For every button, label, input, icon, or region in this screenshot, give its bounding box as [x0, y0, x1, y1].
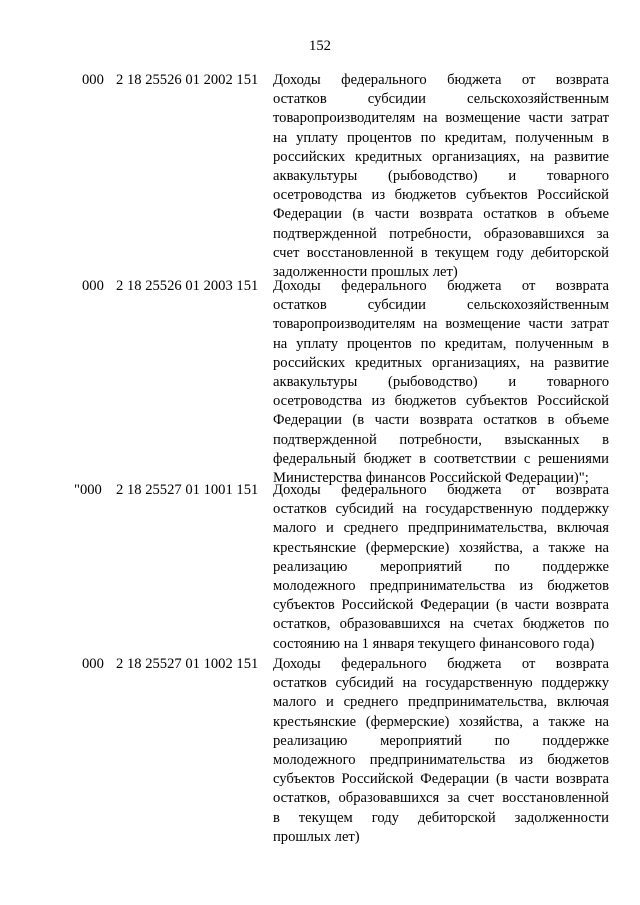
description-line: остатков, образовавшихся за счет восстановленной	[273, 790, 609, 807]
description-line: аквакультуры (рыбоводство) и товарного	[273, 373, 609, 390]
admin-code: 000	[82, 656, 104, 672]
entry-row	[60, 655, 620, 847]
budget-entry	[60, 655, 620, 847]
description-line: российских кредитных организациях, на развитие	[273, 148, 609, 165]
entry-description	[273, 655, 609, 847]
entry-row	[60, 481, 620, 654]
description-line: Доходы федерального бюджета от возврата	[273, 278, 609, 294]
classification-code: 2 18 25526 01 2002 151	[116, 72, 259, 88]
entry-description	[273, 71, 609, 282]
classification-code: 2 18 25527 01 1002 151	[116, 656, 259, 672]
description-line: задолженности прошлых лет)	[273, 263, 458, 280]
admin-code: "000	[74, 482, 102, 498]
description-line: подтвержденной потребности, образовавшихся за	[273, 225, 609, 242]
budget-entry	[60, 277, 620, 488]
admin-code: 000	[82, 72, 104, 88]
description-line: реализацию мероприятий по поддержке	[273, 732, 609, 749]
description-line: товаропроизводителям на возмещение части затрат	[273, 316, 609, 333]
classification-code: 2 18 25527 01 1001 151	[116, 482, 259, 498]
description-line: на уплату процентов по кредитам, полученным в	[273, 335, 609, 352]
description-line: состоянию на 1 января текущего финансового года)	[273, 635, 595, 652]
description-line: остатков субсидий на государственную поддержку	[273, 501, 609, 518]
description-line: счет восстановленной в текущем году дебиторской	[273, 244, 609, 261]
classification-code: 2 18 25526 01 2003 151	[116, 278, 259, 294]
description-line: малого и среднего предпринимательства, включая	[273, 520, 609, 537]
description-line: Федерации (в части возврата остатков в объеме	[273, 206, 609, 223]
entry-description	[273, 277, 609, 488]
description-line: субъектов Российской Федерации (в части возврата	[273, 597, 609, 614]
entry-description	[273, 481, 609, 654]
description-line: товаропроизводителям на возмещение части затрат	[273, 110, 609, 127]
description-line: российских кредитных организациях, на развитие	[273, 354, 609, 371]
description-line: федеральный бюджет в соответствии с решениями	[273, 450, 609, 467]
description-line: Министерства финансов Российской Федерации)";	[273, 469, 589, 486]
description-line: Федерации (в части возврата остатков в объеме	[273, 412, 609, 429]
description-line: остатков, образовавшихся на счетах бюджетов по	[273, 616, 609, 633]
description-line: прошлых лет)	[273, 828, 360, 845]
description-line: в текущем году дебиторской задолженности	[273, 809, 609, 826]
description-line: крестьянские (фермерские) хозяйства, а также на	[273, 539, 609, 556]
admin-code: 000	[82, 278, 104, 294]
description-line: аквакультуры (рыбоводство) и товарного	[273, 167, 609, 184]
entry-row	[60, 71, 620, 282]
budget-entry	[60, 481, 620, 654]
description-line: крестьянские (фермерские) хозяйства, а также на	[273, 713, 609, 730]
description-line: остатков субсидии сельскохозяйственным	[273, 297, 609, 314]
description-line: на уплату процентов по кредитам, полученным в	[273, 129, 609, 146]
description-line: субъектов Российской Федерации (в части возврата	[273, 771, 609, 788]
description-line: остатков субсидий на государственную поддержку	[273, 675, 609, 692]
budget-entry	[60, 71, 620, 282]
description-line: молодежного предпринимательства из бюджетов	[273, 751, 609, 768]
description-line: остатков субсидии сельскохозяйственным	[273, 91, 609, 108]
description-line: малого и среднего предпринимательства, включая	[273, 694, 609, 711]
description-line: молодежного предпринимательства из бюджетов	[273, 577, 609, 594]
description-line: реализацию мероприятий по поддержке	[273, 558, 609, 575]
description-line: подтвержденной потребности, взысканных в	[273, 431, 609, 448]
description-line: Доходы федерального бюджета от возврата	[273, 72, 609, 88]
page-number: 152	[309, 38, 331, 54]
description-line: осетроводства из бюджетов субъектов Российской	[273, 393, 609, 410]
description-line: Доходы федерального бюджета от возврата	[273, 482, 609, 498]
description-line: осетроводства из бюджетов субъектов Российской	[273, 187, 609, 204]
entry-row	[60, 277, 620, 488]
description-line: Доходы федерального бюджета от возврата	[273, 656, 609, 672]
